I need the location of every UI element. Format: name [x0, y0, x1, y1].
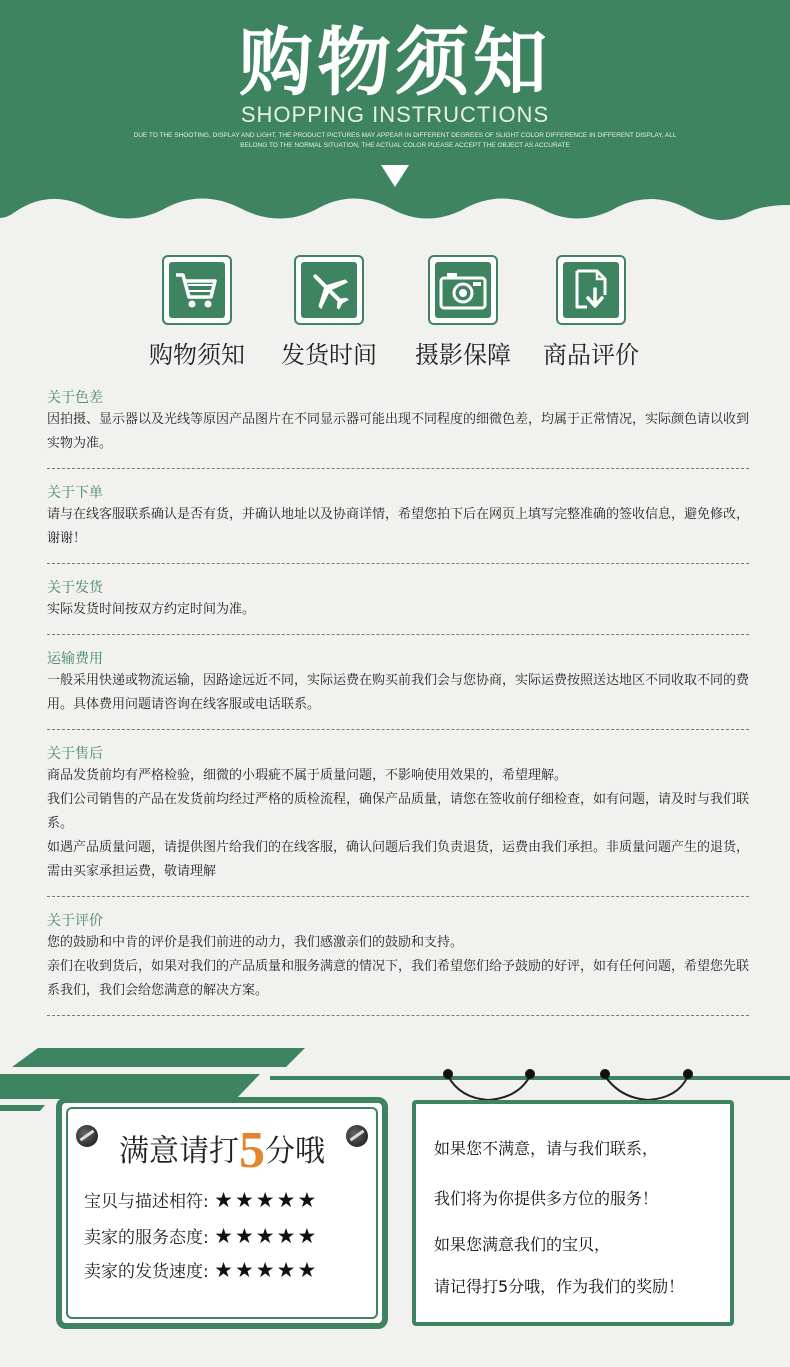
rating-row — [84, 1187, 318, 1212]
section-title: 关于评价 — [47, 913, 103, 929]
section-color-difference — [47, 388, 749, 469]
rating-label: 卖家的发货速度: — [84, 1262, 209, 1282]
rating-headline-prefix: 满意请打 — [119, 1134, 239, 1169]
rating-headline-number: 5 — [239, 1122, 265, 1179]
section-title: 关于色差 — [47, 390, 103, 406]
message-line: 请记得打5分哦，作为我们的奖励！ — [434, 1277, 685, 1296]
star-rating-icon: ★★★★★ — [214, 1258, 319, 1282]
color-difference-note — [130, 131, 680, 151]
message-card — [412, 1100, 734, 1326]
section-paragraph: 我们公司销售的产品在发货前均经过严格的质检流程，确保产品质量，请您在签收前仔细检查，如有问题，请及时与我们联系。 — [47, 792, 750, 831]
page-title: 购物须知 — [239, 20, 551, 106]
camera-icon — [435, 262, 491, 318]
section-title: 关于发货 — [47, 580, 103, 596]
page-header — [0, 0, 790, 225]
rating-label: 宝贝与描述相符: — [84, 1192, 209, 1212]
note-line: BELONG TO THE NORMAL SITUATION, THE ACTUAL COLOR PLEASE ACCEPT THE OBJECT AS ACCURATE — [240, 142, 570, 149]
section-paragraph: 实际发货时间按双方约定时间为准。 — [47, 602, 256, 617]
feature-label: 摄影保障 — [415, 341, 511, 369]
section-shipping-cost — [47, 649, 749, 730]
rating-card — [56, 1097, 388, 1329]
section-paragraph: 请与在线客服联系确认是否有货，并确认地址以及协商详情，希望您拍下后在网页上填写完整准确的签收信息，避免修改，谢谢！ — [47, 507, 750, 546]
feature-icon-row — [0, 255, 790, 369]
shopping-cart-icon — [169, 262, 225, 318]
section-paragraph: 因拍摄、显示器以及光线等原因产品图片在不同显示器可能出现不同程度的细微色差，均属于正常情况，实际颜色请以收到实物为准。 — [47, 412, 750, 451]
section-after-sales — [47, 744, 749, 897]
rating-headline — [62, 1121, 382, 1180]
message-line: 我们将为你提供多方位的服务！ — [434, 1189, 659, 1208]
instruction-sections — [47, 388, 749, 1030]
section-shipping — [47, 578, 749, 635]
rating-row — [84, 1223, 318, 1248]
section-paragraph: 亲们在收到货后，如果对我们的产品质量和服务满意的情况下，我们希望您们给予鼓励的好评，如有任何问题，希望您先联系我们，我们会给您满意的解决方案。 — [47, 959, 750, 998]
message-line: 如果您满意我们的宝贝， — [434, 1235, 611, 1254]
feature-shipping — [264, 255, 394, 370]
down-arrow-icon — [381, 165, 409, 187]
star-rating-icon: ★★★★★ — [214, 1224, 319, 1248]
section-reviews — [47, 911, 749, 1016]
feature-review — [526, 255, 656, 370]
note-line: DUE TO THE SHOOTING, DISPLAY AND LIGHT, THE PRODUCT PICTURES MAY APPEAR IN DIFFERENT DEGREES OF SLIGHT COLOR DIFFERENCE IN DIFFERENT DISPLAY, ALL — [133, 132, 677, 139]
feature-photography — [398, 255, 528, 370]
document-download-icon — [563, 262, 619, 318]
feature-label: 商品评价 — [543, 341, 639, 369]
rating-label: 卖家的服务态度: — [84, 1228, 209, 1248]
section-title: 关于下单 — [47, 485, 103, 501]
section-title: 关于售后 — [47, 746, 103, 762]
section-paragraph: 如遇产品质量问题，请提供图片给我们的在线客服，确认问题后我们负责退货，运费由我们承担。非质量问题产生的退货，需由买家承担运费，敬请理解 — [47, 840, 750, 879]
feature-shopping — [132, 255, 262, 370]
feature-label: 购物须知 — [149, 341, 245, 369]
feature-label: 发货时间 — [281, 341, 377, 369]
section-paragraph: 您的鼓励和中肯的评价是我们前进的动力，我们感激亲们的鼓励和支持。 — [47, 935, 464, 950]
section-title: 运输费用 — [47, 651, 103, 667]
page-subtitle: SHOPPING INSTRUCTIONS — [240, 102, 550, 127]
section-paragraph: 一般采用快递或物流运输，因路途远近不同，实际运费在购买前我们会与您协商，实际运费按照送达地区不同收取不同的费用。具体费用问题请咨询在线客服或电话联系。 — [47, 673, 750, 712]
star-rating-icon: ★★★★★ — [214, 1188, 319, 1212]
rating-headline-suffix: 分哦 — [265, 1134, 325, 1169]
rating-row — [84, 1257, 318, 1282]
message-line: 如果您不满意，请与我们联系， — [434, 1139, 659, 1158]
airplane-icon — [301, 262, 357, 318]
section-ordering — [47, 483, 749, 564]
section-paragraph: 商品发货前均有严格检验，细微的小瑕疵不属于质量问题，不影响使用效果的，希望理解。 — [47, 768, 568, 783]
